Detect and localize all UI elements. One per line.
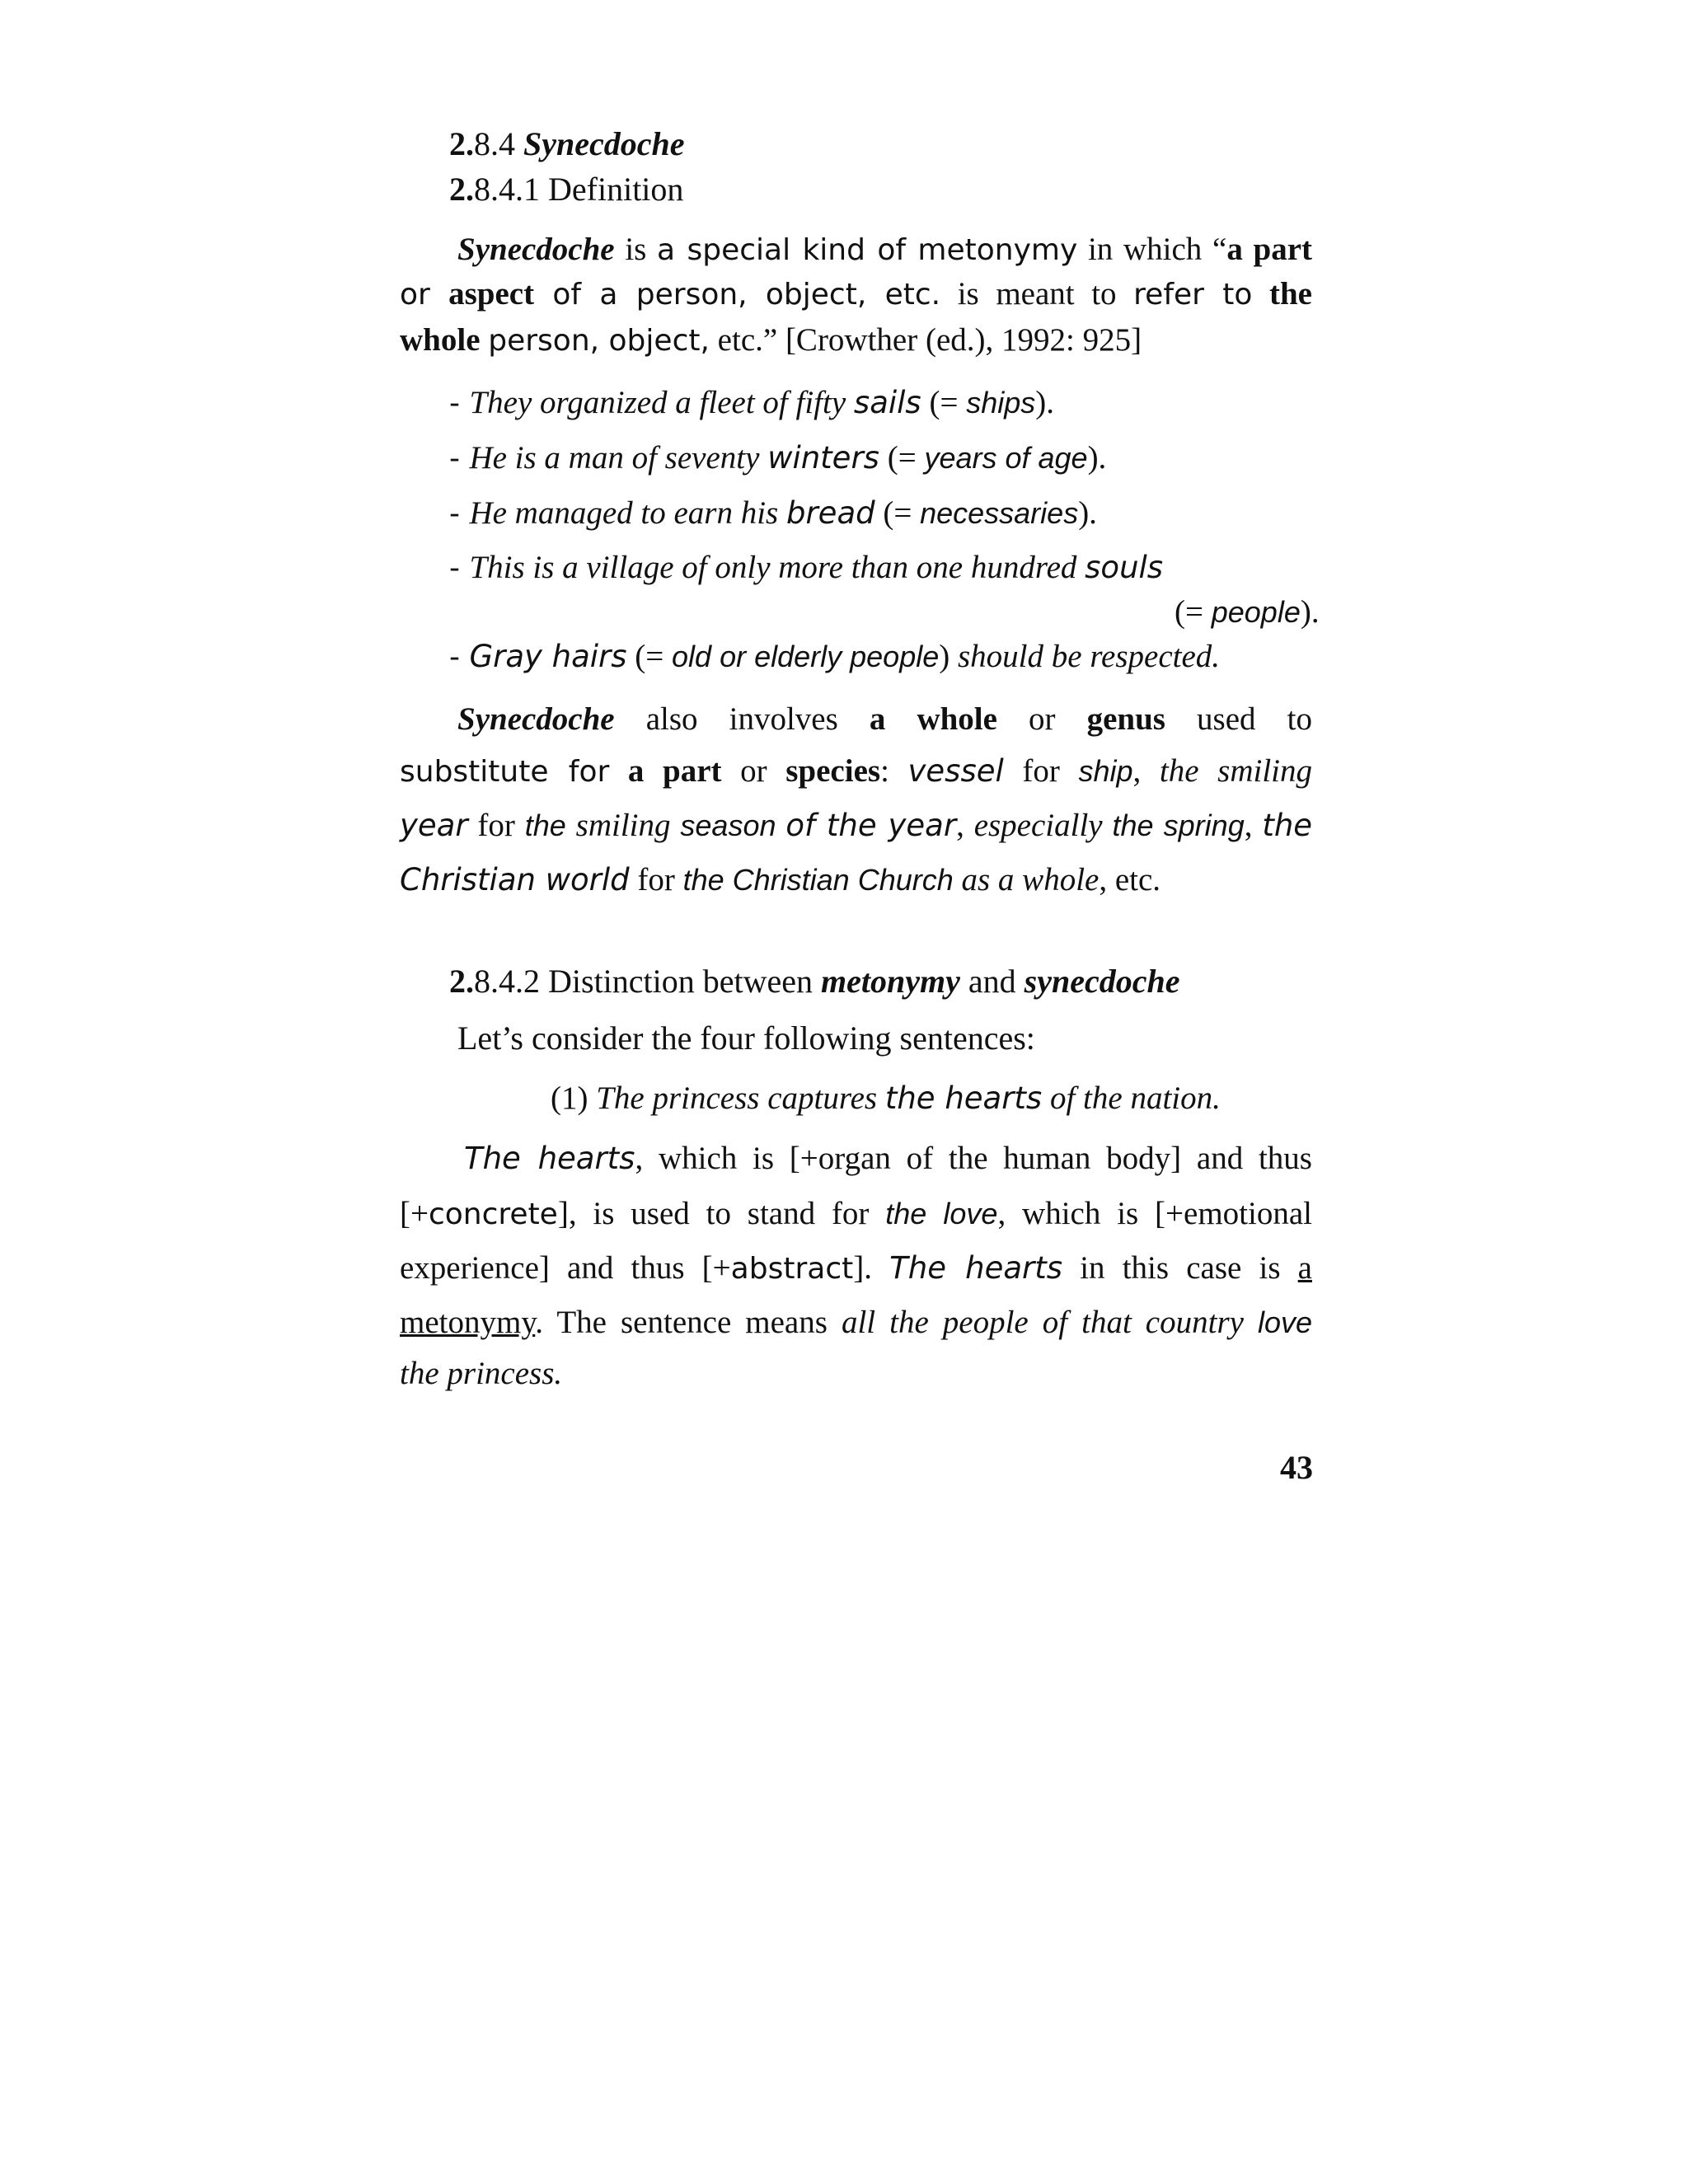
genus-line-2: substitute for a part or species: vessel for ship, the smiling bbox=[400, 753, 1313, 789]
subsection-heading-definition: 2.8.4.1 Definition bbox=[449, 171, 684, 208]
subsection-heading-distinction: 2.8.4.2 Distinction between metonymy and synecdoche bbox=[449, 963, 1180, 1000]
example-souls-gloss: (= people). bbox=[1175, 594, 1320, 630]
analysis-line-3: experience] and thus [+abstract]. The hearts in this case is a bbox=[400, 1250, 1312, 1286]
genus-line-3: year for the smiling season of the year, especially the spring, the bbox=[400, 808, 1313, 843]
definition-line-3: whole person, object, etc.” [Crowther (ed.), 1992: 925] bbox=[400, 322, 1142, 358]
example-bread: - He managed to earn his bread (= necessaries). bbox=[449, 495, 1097, 531]
genus-line-1: Synecdoche also involves a whole or genus used to bbox=[457, 701, 1312, 737]
analysis-line-4: metonymy. The sentence means all the people of that country love bbox=[400, 1305, 1312, 1340]
analysis-line-5: the princess. bbox=[400, 1356, 563, 1391]
example-gray-hairs: - Gray hairs (= old or elderly people) should be respected. bbox=[449, 639, 1221, 674]
definition-line-2: or aspect of a person, object, etc. is meant to refer to the bbox=[400, 276, 1312, 312]
definition-line-1: Synecdoche is a special kind of metonymy in which “a part bbox=[457, 232, 1312, 267]
example-winters: - He is a man of seventy winters (= years of age). bbox=[449, 440, 1107, 476]
example-sentence-1: (1) The princess captures the hearts of the nation. bbox=[551, 1080, 1221, 1116]
section-heading: 2.8.4 Synecdoche bbox=[449, 125, 685, 162]
example-souls: - This is a village of only more than one hundred souls bbox=[449, 550, 1164, 585]
example-sails: - They organized a fleet of fifty sails (= ships). bbox=[449, 385, 1054, 420]
analysis-line-1: The hearts, which is [+organ of the human body] and thus bbox=[464, 1141, 1312, 1176]
page-number: 43 bbox=[1280, 1449, 1313, 1486]
intro-text: Let’s consider the four following sentences: bbox=[457, 1019, 1035, 1057]
genus-line-4: Christian world for the Christian Church as a whole, etc. bbox=[400, 862, 1161, 898]
analysis-line-2: [+concrete], is used to stand for the love, which is [+emotional bbox=[400, 1196, 1312, 1231]
